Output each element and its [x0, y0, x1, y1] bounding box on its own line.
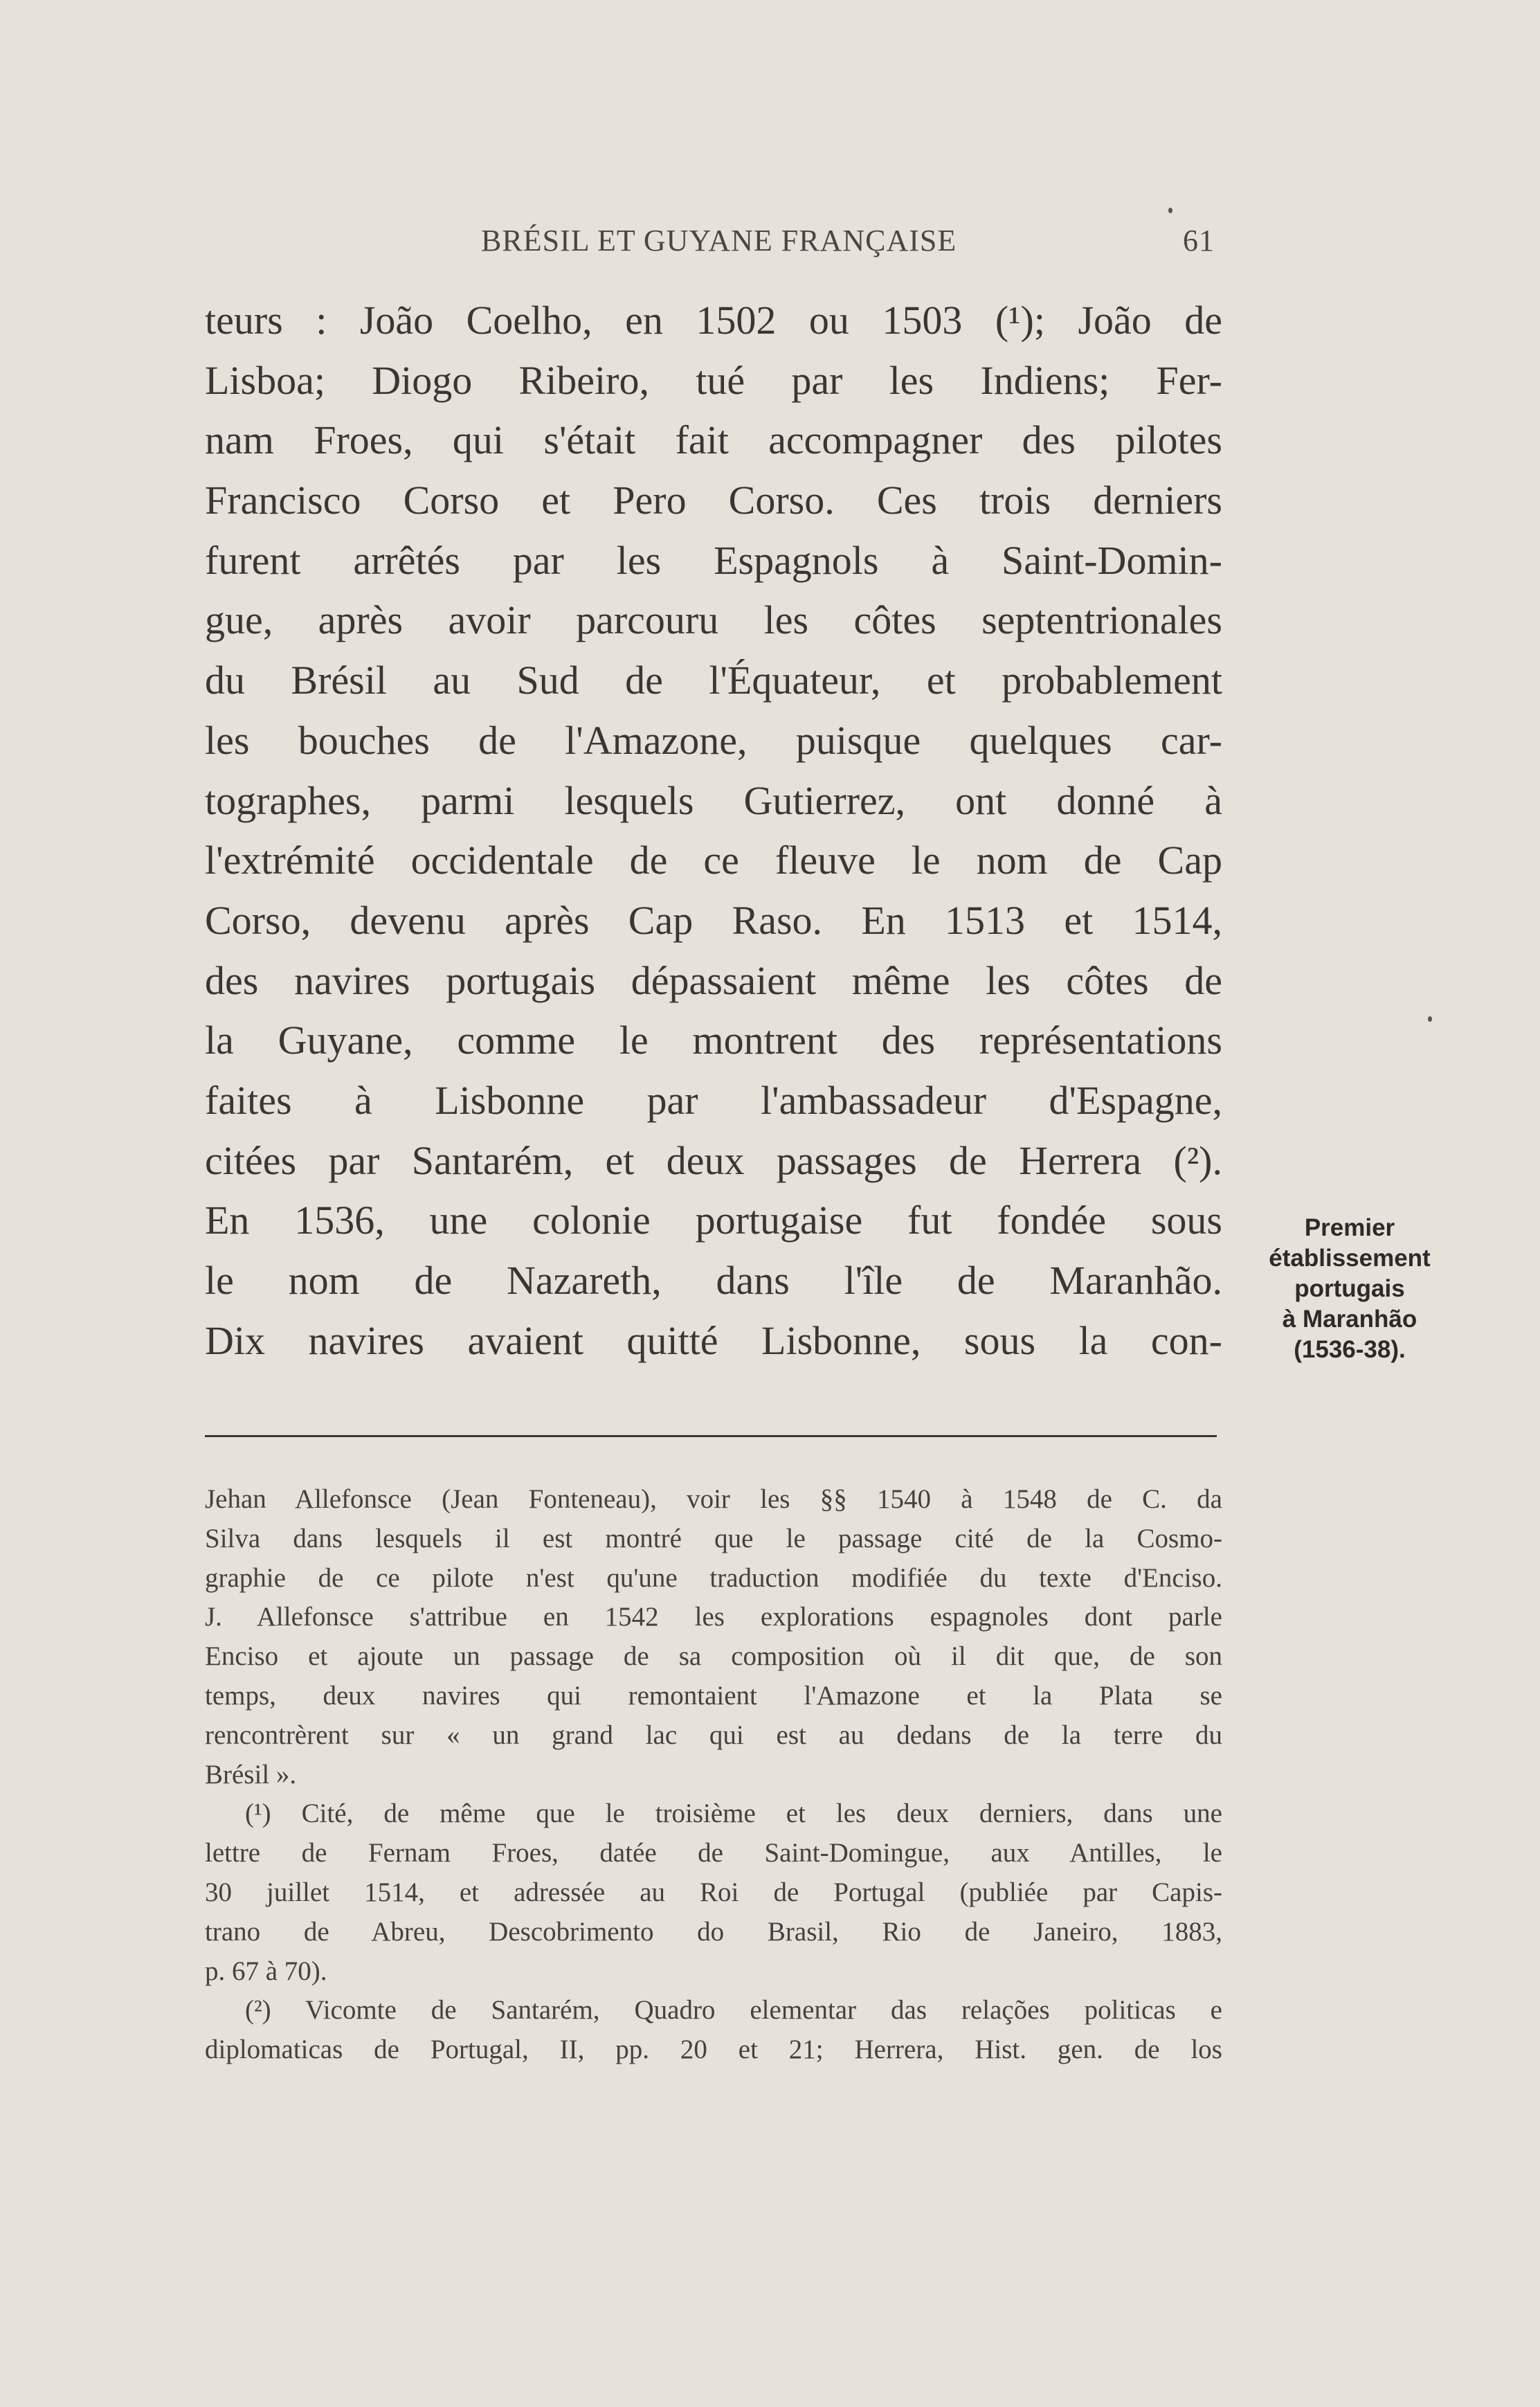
body-line: l'extrémité occidentale de ce fleuve le nom de Cap — [205, 838, 1222, 883]
body-line: les bouches de l'Amazone, puisque quelques car- — [205, 717, 1222, 763]
footnote-line: rencontrèrent sur « un grand lac qui est au dedans de la terre du — [205, 1720, 1222, 1750]
footnote-line: J. Allefonsce s'attribue en 1542 les explorations espagnoles dont parle — [205, 1602, 1222, 1632]
footnote-line: Enciso et ajoute un passage de sa composition où il dit que, de son — [205, 1641, 1222, 1672]
body-line: En 1536, une colonie portugaise fut fondée sous — [205, 1198, 1222, 1243]
footnote-line: Brésil ». — [205, 1759, 297, 1790]
margin-note-line: à Maranhão — [1282, 1306, 1417, 1333]
page-number: 61 — [1183, 224, 1215, 258]
body-line: citées par Santarém, et deux passages de Herrera (²). — [205, 1137, 1222, 1183]
margin-note-line: (1536-38). — [1294, 1336, 1406, 1363]
margin-note-line: portugais — [1294, 1275, 1405, 1302]
body-line: le nom de Nazareth, dans l'île de Maranhão. — [205, 1258, 1222, 1303]
footnote-line: diplomaticas de Portugal, II, pp. 20 et 21; Herrera, Hist. gen. de los — [205, 2035, 1222, 2065]
body-line: nam Froes, qui s'était fait accompagner des pilotes — [205, 417, 1222, 463]
footnote-line: (¹) Cité, de même que le troisième et les deux derniers, dans une — [245, 1799, 1222, 1829]
body-line: tographes, parmi lesquels Gutierrez, ont donné à — [205, 777, 1222, 823]
body-line: furent arrêtés par les Espagnols à Saint-Domin- — [205, 537, 1222, 583]
footnote-line: lettre de Fernam Froes, datée de Saint-Domingue, aux Antilles, le — [205, 1838, 1222, 1868]
footnote-line: Silva dans lesquels il est montré que le passage cité de la Cosmo- — [205, 1523, 1222, 1553]
body-line: gue, après avoir parcouru les côtes septentrionales — [205, 597, 1222, 643]
body-line: des navires portugais dépassaient même les côtes de — [205, 957, 1222, 1003]
margin-note-line: Premier — [1304, 1214, 1395, 1241]
body-line: du Brésil au Sud de l'Équateur, et probablement — [205, 658, 1222, 703]
ink-speck — [1168, 208, 1172, 213]
footnote-line: p. 67 à 70). — [205, 1956, 327, 1986]
margin-note-line: établissement — [1269, 1245, 1431, 1272]
body-line: la Guyane, comme le montrent des représentations — [205, 1018, 1222, 1063]
body-text — [205, 291, 1222, 1371]
body-line: teurs : João Coelho, en 1502 ou 1503 (¹); João de — [205, 298, 1222, 343]
footnote-line: graphie de ce pilote n'est qu'une traduction modifiée du texte d'Enciso. — [205, 1562, 1222, 1593]
margin-note — [1246, 1213, 1453, 1365]
ink-speck — [1428, 1016, 1432, 1022]
body-line: Dix navires avaient quitté Lisbonne, sous la con- — [205, 1317, 1222, 1363]
footnotes — [205, 1480, 1222, 2070]
running-title: BRÉSIL ET GUYANE FRANÇAISE — [481, 224, 957, 258]
body-line: Corso, devenu après Cap Raso. En 1513 et 1514, — [205, 897, 1222, 943]
footnote-line: temps, deux navires qui remontaient l'Amazone et la Plata se — [205, 1680, 1222, 1711]
footnote-line: trano de Abreu, Descobrimento do Brasil, Rio de Janeiro, 1883, — [205, 1916, 1222, 1947]
body-line: Lisboa; Diogo Ribeiro, tué par les Indiens; Fer- — [205, 357, 1222, 403]
footnote-line: 30 juillet 1514, et adressée au Roi de Portugal (publiée par Capis- — [205, 1877, 1222, 1907]
footnote-line: (²) Vicomte de Santarém, Quadro elementar das relações politicas e — [245, 1995, 1222, 2026]
footnote-rule — [205, 1435, 1217, 1437]
body-line: faites à Lisbonne par l'ambassadeur d'Espagne, — [205, 1077, 1222, 1123]
body-line: Francisco Corso et Pero Corso. Ces trois derniers — [205, 478, 1222, 523]
footnote-line: Jehan Allefonsce (Jean Fonteneau), voir les §§ 1540 à 1548 de C. da — [205, 1484, 1222, 1514]
